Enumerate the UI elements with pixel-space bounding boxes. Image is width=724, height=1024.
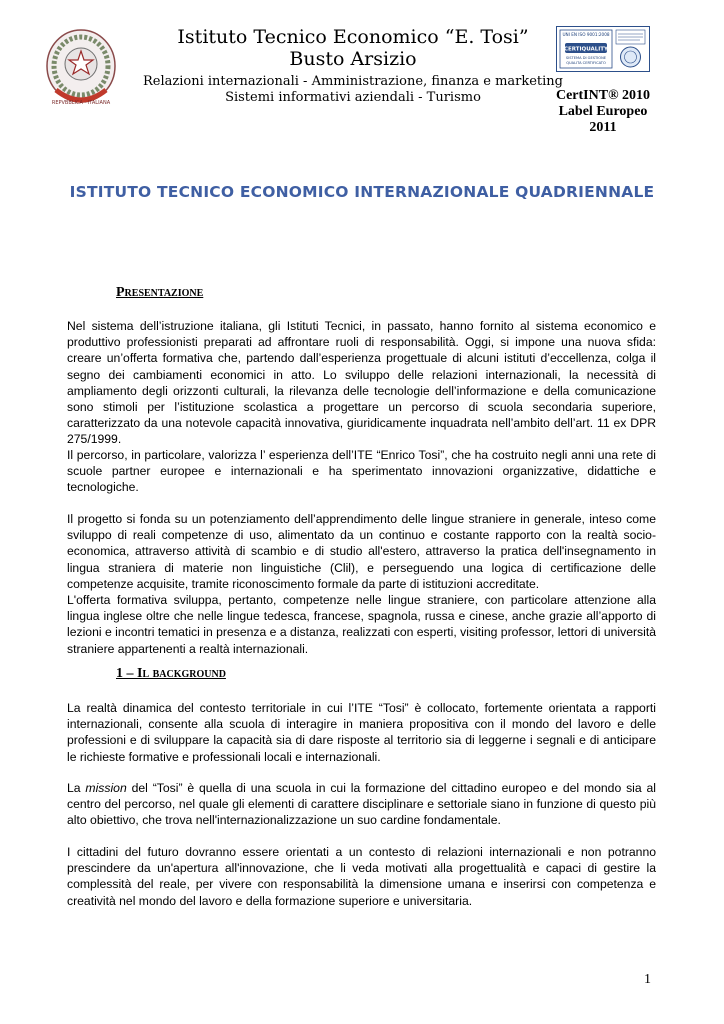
courses-line-1: Relazioni internazionali - Amministrazione, finanza e marketing [142, 74, 564, 89]
cert-logo-line-4: QUALITA CERTIFICATO [566, 61, 606, 65]
section-heading-presentazione: Presentazione [116, 285, 204, 300]
school-name: Istituto Tecnico Economico “E. Tosi” [177, 26, 529, 48]
cert-line-1: CertINT® 2010 [555, 88, 651, 103]
cert-logo-line-1: UNI EN ISO 9001:2008 [562, 32, 610, 37]
paragraph [67, 780, 656, 829]
section-heading-background: 1 – Il background [116, 666, 226, 681]
page-number: 1 [644, 972, 651, 987]
certiquality-logo-icon [556, 26, 650, 72]
paragraph: Il progetto si fonda su un potenziamento dell’apprendimento delle lingue straniere in generale, inteso come sviluppo di reali competenze di uso, alimentato da un continuo e costante rapporto con la realtà socio-economica, attraverso attività di scambio e di studio all'estero, attraverso la pratica dell'insegnamento in lingua straniera di materie non linguistiche (Clil), e perseguendo una logica di certificazione delle competenze acquisite, tramite riconoscimento formale da parte di istituzioni accreditate. [67, 512, 656, 591]
paragraph: L'offerta formativa sviluppa, pertanto, competenze nelle lingue straniere, con particolare attenzione alla lingua inglese oltre che nelle lingue tedesca, francese, spagnola, russa e cinese, anche grazie all’apporto di lezioni e incontri tematici in presenza e a distanza, realizzati con esperti, visiting professor, lettori di università straniere appartenenti a realtà internazionali. [67, 593, 656, 656]
mission-prefix: La [67, 781, 86, 795]
mission-emphasis: mission [85, 781, 127, 795]
paragraph: La realtà dinamica del contesto territoriale in cui l’ITE “Tosi” è collocato, fortemente orientata a rapporti internazionali, consente alla scuola di interagire in maniera propositiva con il mondo del lavoro e delle professioni e di sviluppare la capacità sia di dare risposte al territorio sia di leggerne i segnali e di anticipare le richieste formative e professionali locali e internazionali. [67, 701, 656, 764]
paragraph: Il percorso, in particolare, valorizza l’ esperienza dell’ITE “Enrico Tosi”, che ha costruito negli anni una rete di scuole partner europee e internazionali e ha sperimentato innovazioni organizzative, didattiche e tecnologiche. [67, 448, 656, 495]
emblem-ring-text: REPVBBLICA · ITALIANA [51, 100, 111, 106]
school-city: Busto Arsizio [289, 48, 417, 70]
cert-logo-line-3: SISTEMA DI GESTIONE [565, 56, 607, 60]
cert-line-2: Label Europeo [558, 104, 648, 119]
repubblica-italiana-emblem-icon [44, 26, 118, 108]
courses-line-2: Sistemi informativi aziendali - Turismo [225, 90, 481, 105]
paragraph: Nel sistema dell’istruzione italiana, gli Istituti Tecnici, in passato, hanno fornito al sistema economico e produttivo professionisti preparati ad affrontare ruoli di responsabilità. Oggi, si impone una nuova sfida: creare un’offerta formativa che, partendo dall’esperienza progettuale di alcuni istituti d’eccellenza, colga il segno dei cambiamenti economici in atto. Lo sviluppo delle relazioni internazionali, la necessità di ampliamento degli orizzonti culturali, la rilevanza delle tecnologie dell’informazione e della comunicazione sono stimoli per l’istituzione scolastica a progettare un percorso di scuola secondaria superiore, caratterizzato da una notevole capacità innovativa, giuridicamente inquadrata nell’ambito dell’art. 11 ex DPR 275/1999. [67, 319, 656, 447]
mission-text: del “Tosi” è quella di una scuola in cui la formazione del cittadino europeo e del mondo sia al centro del percorso, nel quale gli elementi di carattere disciplinare e settoriale siano in funzione di questo più alto obiettivo, che trova nell'internazionalizzazione un suo cardine fondamentale. [67, 781, 656, 828]
school-header [132, 26, 574, 106]
cert-info [548, 88, 658, 136]
document-title: ISTITUTO TECNICO ECONOMICO INTERNAZIONALE QUADRIENNALE [69, 183, 655, 201]
cert-line-3: 2011 [589, 120, 617, 135]
cert-logo-line-2: CERTIQUALITY [563, 46, 609, 53]
paragraph: I cittadini del futuro dovranno essere orientati a un contesto di relazioni internazionali e non potranno prescindere da un'apertura all'innovazione, che li veda motivati alla progettualità e capaci di gestire la complessità del reale, per vivere con responsabilità la dimensione umana e inserirsi con competenza e creatività nel mondo del lavoro e della formazione superiore e universitaria. [67, 845, 656, 908]
